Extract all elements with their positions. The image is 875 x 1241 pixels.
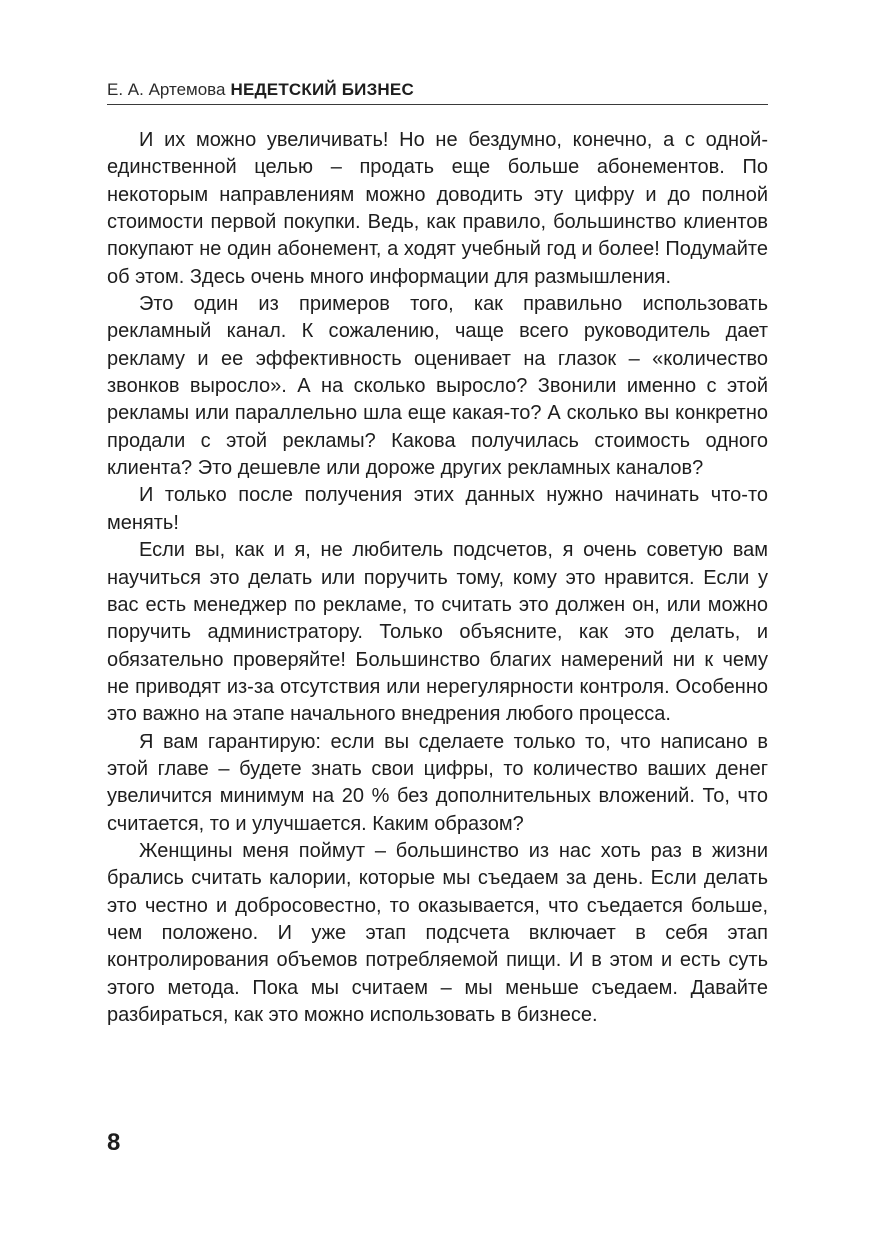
header-author: Е. А. Артемова (107, 80, 226, 99)
body-text (107, 127, 768, 1029)
paragraph: И их можно увеличивать! Но не бездумно, конечно, а с одной-единственной целью – продать еще больше абонементов. По некоторым направлениям можно доводить эту цифру и до полной стоимости первой покупки. Ведь, как правило, большинство клиентов покупают не один абонемент, а ходят учебный год и более! Подумайте об этом. Здесь очень много информации для размышления. (107, 129, 768, 288)
paragraph: Женщины меня поймут – большинство из нас хоть раз в жизни брались считать калории, которые мы съедаем за день. Если делать это честно и добросовестно, то оказывается, что съедается больше, чем положено. И уже этап подсчета включает в себя этап контролирования объемов потребляемой пищи. И в этом и есть суть этого метода. Пока мы считаем – мы меньше съедаем. Давайте разбираться, как это можно использовать в бизнесе. (107, 839, 768, 1026)
paragraph: Если вы, как и я, не любитель подсчетов, я очень советую вам научиться это делать или поручить тому, кому это нравится. Если у вас есть менеджер по рекламе, то считать это должен он, или можно поручить администратору. Только объясните, как это делать, и обязательно проверяйте! Большинство благих намерений ни к чему не приводят из-за отсутствия или нерегулярности контроля. Особенно это важно на этапе начального внедрения любого процесса. (107, 539, 768, 726)
paragraph: Я вам гарантирую: если вы сделаете только то, что написано в этой главе – будете знать свои цифры, то количество ваших денег увеличится минимум на 20 % без дополнительных вложений. То, что считается, то и улучшается. Каким образом? (107, 730, 768, 835)
running-header (107, 76, 768, 105)
header-book-title: НЕДЕТСКИЙ БИЗНЕС (230, 80, 414, 99)
paragraph: Это один из примеров того, как правильно использовать рекламный канал. К сожалению, чаще всего руководитель дает рекламу и ее эффективность оценивает на глазок – «количество звонков выросло». А на сколько выросло? Звонили именно с этой рекламы или параллельно шла еще какая-то? А сколько вы конкретно продали с этой рекламы? Какова получилась стоимость одного клиента? Это дешевле или дороже других рекламных каналов? (107, 293, 768, 480)
paragraph: И только после получения этих данных нужно начинать что-то менять! (107, 484, 768, 534)
page-number: 8 (107, 1129, 121, 1156)
